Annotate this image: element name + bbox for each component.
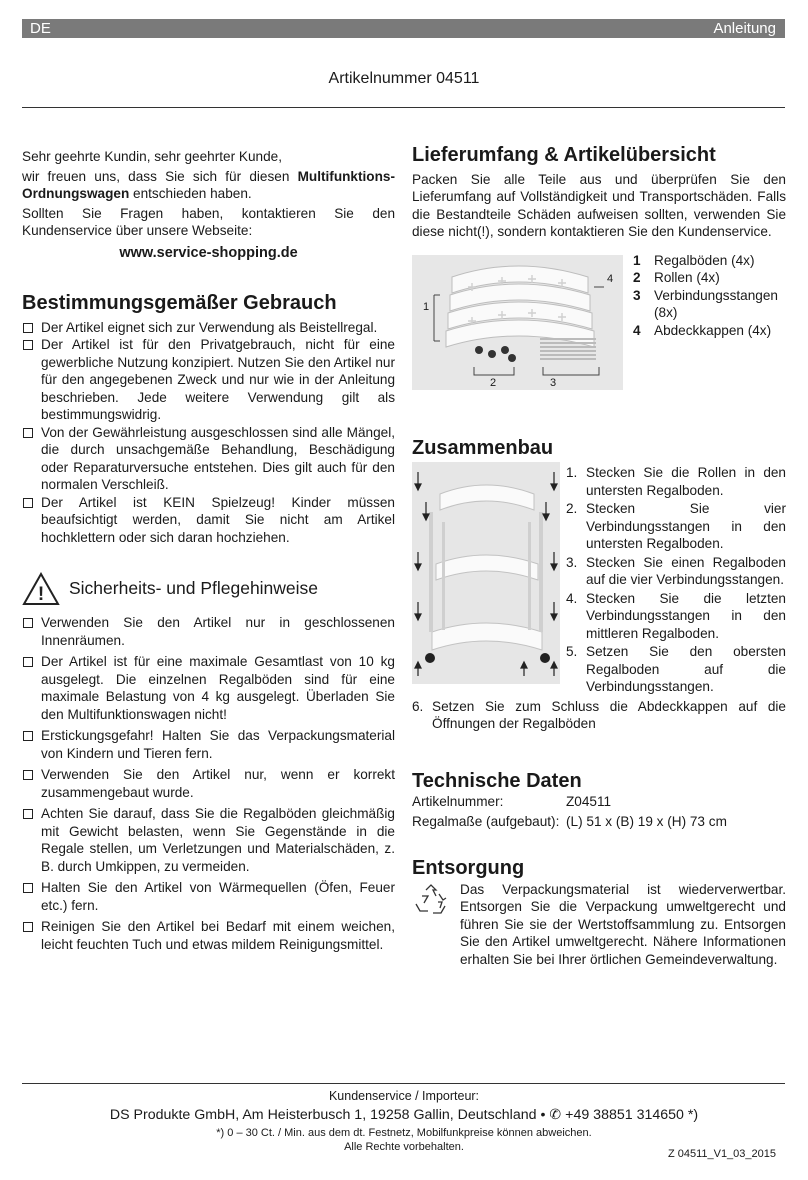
list-item: Achten Sie darauf, dass Sie die Regalböden gleichmäßig mit Gewicht belasten, wenn Sie Gegenstände in die Regale stellen, um Verletzungen und Materialschäden, z. B. durch Umkippen, zu vermeiden. <box>22 805 395 875</box>
header-divider <box>22 107 785 108</box>
contents-text: Packen Sie alle Teile aus und überprüfen Sie den Lieferumfang auf Vollständigkeit und Transportschäden. Falls die Bestandteile Schäden aufweisen sollten, verwenden Sie diese nicht(!), sondern kontaktieren Sie den Kundenservice. <box>412 171 786 239</box>
list-item: Erstickungsgefahr! Halten Sie das Verpackungsmaterial von Kindern und Tieren fern. <box>22 727 395 762</box>
checkbox-bullet-icon <box>23 340 33 350</box>
disposal-block <box>412 881 786 969</box>
list-item: 3. Stecken Sie einen Regalboden auf die vier Verbindungsstangen. <box>566 554 786 587</box>
checkbox-bullet-icon <box>23 770 33 780</box>
list-item: 1. Stecken Sie die Rollen in den untersten Regalboden. <box>566 465 786 498</box>
footer-rights: Alle Rechte vorbehalten. <box>344 1141 464 1153</box>
list-item: 5. Setzen Sie den obersten Regalboden auf die Verbindungsstangen. <box>566 644 786 694</box>
checkbox-bullet-icon <box>23 922 33 932</box>
disposal-text: Das Verpackungsmaterial ist wiederverwertbar. Entsorgen Sie die Verpackung umweltgerecht und führen Sie sie der Wertstoffsammlung zu. Entsorgen Sie den Artikel umweltgerecht. Nähere Informationen erhalten Sie bei Ihrer örtlichen Gemeindeverwaltung. <box>460 881 786 967</box>
figure-label: 4 <box>607 272 614 285</box>
footer-note: *) 0 – 30 Ct. / Min. aus dem dt. Festnetz, Mobilfunkpreise können abweichen. <box>216 1127 592 1139</box>
product-name: Multifunktions-Ordnungswagen <box>22 168 395 201</box>
list-item: 2. Stecken Sie vier Verbindungsstangen in den untersten Regalboden. <box>566 501 786 551</box>
parts-legend <box>633 252 778 390</box>
list-item: Verwenden Sie den Artikel nur, wenn er korrekt zusammengebaut wurde. <box>22 766 395 801</box>
header-bar <box>22 19 785 38</box>
assembly-figure <box>412 462 560 684</box>
list-item: 4. Stecken Sie die letzten Verbindungsstangen in den mittleren Regalboden. <box>566 590 786 641</box>
footer-company: DS Produkte GmbH, Am Heisterbusch 1, 19258 Gallin, Deutschland • ✆ +49 38851 314650 *) <box>109 1107 699 1123</box>
footer-divider <box>22 1083 785 1084</box>
warning-icon <box>22 572 60 606</box>
list-item: Reinigen Sie den Artikel bei Bedarf mit einem weichen, leicht feuchten Tuch und etwas mildem Reinigungsmittel. <box>22 918 395 953</box>
figure-label: 1 <box>423 300 430 313</box>
language-code: DE <box>30 20 51 37</box>
assembly-drawing <box>412 462 560 684</box>
list-item: Der Artikel ist für eine maximale Gesamtlast von 10 kg ausgelegt. Die einzelnen Regalböden sind für eine maximale Belastung von 4 kg ausgelegt. Überladen Sie den Multifunktionswagen nicht! <box>22 653 395 723</box>
shelf-parts-drawing <box>412 255 623 390</box>
parts-figure <box>412 255 623 390</box>
table-row: Artikelnummer: Z04511 <box>412 794 612 809</box>
recycling-icon <box>412 882 450 920</box>
right-column <box>412 144 786 968</box>
left-column <box>22 148 395 953</box>
usage-title: Bestimmungsgemäßer Gebrauch <box>22 292 337 314</box>
legend-item: 2 Rollen (4x) <box>633 270 720 285</box>
legend-item: 3 Verbindungsstangen (8x) <box>633 287 778 320</box>
website-link[interactable]: www.service-shopping.de <box>119 244 298 261</box>
list-item: Halten Sie den Artikel von Wärmequellen (Öfen, Feuer etc.) fern. <box>22 879 395 914</box>
safety-heading <box>22 572 395 606</box>
list-item: 6. Setzen Sie zum Schluss die Abdeckkappen auf die Öffnungen der Regalböden <box>412 698 786 731</box>
legend-item: 4 Abdeckkappen (4x) <box>633 322 772 338</box>
assembly-final-step <box>412 698 786 733</box>
checkbox-bullet-icon <box>23 657 33 667</box>
contents-overview <box>412 252 786 390</box>
footer-label: Kundenservice / Importeur: <box>328 1089 480 1103</box>
checkbox-bullet-icon <box>23 618 33 628</box>
version-code: Z 04511_V1_03_2015 <box>667 1148 776 1160</box>
legend-item: 1 Regalböden (4x) <box>633 252 755 268</box>
article-title: Artikelnummer 04511 <box>328 70 480 87</box>
list-item: Der Artikel ist KEIN Spielzeug! Kinder müssen beaufsichtigt werden, damit Sie nicht am Artikel hochklettern oder sich daran hochziehen. <box>22 494 395 547</box>
checkbox-bullet-icon <box>23 428 33 438</box>
checkbox-bullet-icon <box>23 809 33 819</box>
list-item: Der Artikel ist für den Privatgebrauch, nicht für eine gewerbliche Nutzung konzipiert. Nutzen Sie den Artikel nur für den angegebenen Zweck und nur wie in der Anleitung beschrieben. Jede weitere Verwendung gilt als bestimmungswidrig. <box>22 336 395 424</box>
figure-label: 2 <box>490 376 497 389</box>
figure-label: 3 <box>550 376 557 389</box>
table-row: Regalmaße (aufgebaut): (L) 51 x (B) 19 x (H) 73 cm <box>412 813 727 829</box>
disposal-title: Entsorgung <box>412 857 525 879</box>
intro-questions: Sollten Sie Fragen haben, kontaktieren Sie den Kundenservice über unsere Webseite: <box>22 205 395 238</box>
list-item: Der Artikel eignet sich zur Verwendung als Beistellregal. <box>22 319 395 337</box>
assembly-block <box>412 462 786 696</box>
list-item: Verwenden Sie den Artikel nur in geschlossenen Innenräumen. <box>22 614 395 649</box>
checkbox-bullet-icon <box>23 323 33 333</box>
contents-title: Lieferumfang & Artikelübersicht <box>412 144 716 166</box>
assembly-steps <box>566 464 786 696</box>
assembly-title: Zusammenbau <box>412 436 554 459</box>
list-item: Von der Gewährleistung ausgeschlossen sind alle Mängel, die durch unsachgemäße Behandlung, Beschädigung oder Reparaturversuche entstehen. Dies gilt auch für den normalen Verschleiß. <box>22 424 395 494</box>
tech-table <box>412 793 786 830</box>
intro-thanks: wir freuen uns, dass Sie sich für diesen Multifunktions-Ordnungswagen entschieden haben. <box>22 168 395 201</box>
checkbox-bullet-icon <box>23 731 33 741</box>
safety-list <box>22 614 395 953</box>
intro-greeting: Sehr geehrte Kundin, sehr geehrter Kunde, <box>22 149 282 164</box>
checkbox-bullet-icon <box>23 883 33 893</box>
safety-title: Sicherheits- und Pflegehinweise <box>69 578 319 599</box>
tech-title: Technische Daten <box>412 769 582 792</box>
doc-type: Anleitung <box>713 20 776 37</box>
checkbox-bullet-icon <box>23 498 33 508</box>
svg-text:!: ! <box>37 584 45 605</box>
usage-list <box>22 319 395 547</box>
